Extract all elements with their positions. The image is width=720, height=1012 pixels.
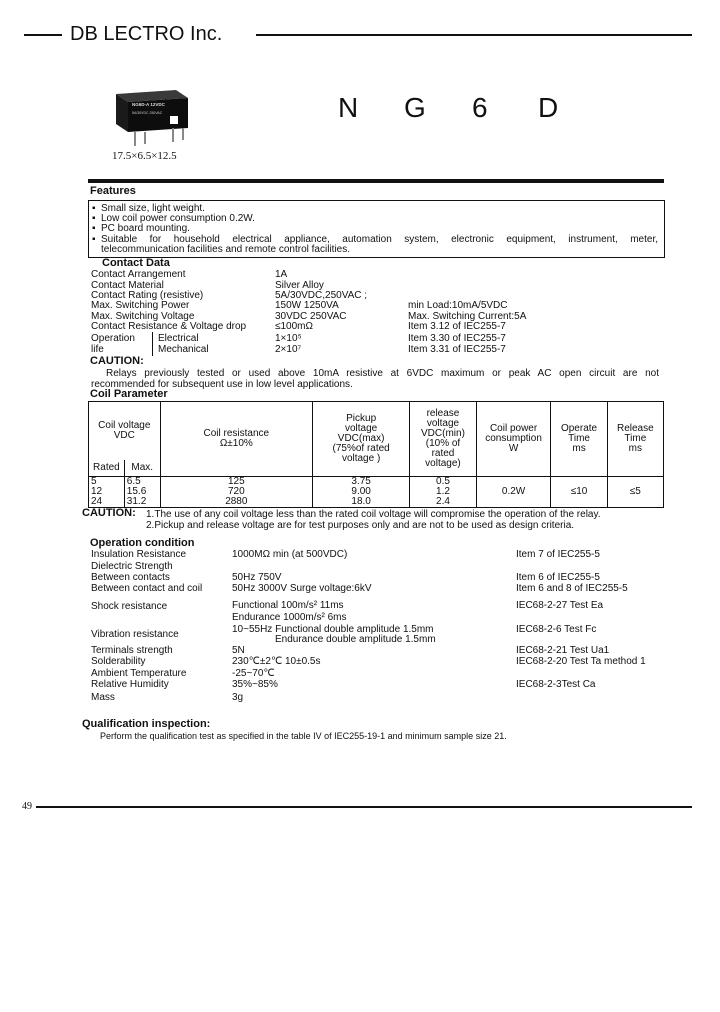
life-electrical-label: Electrical: [158, 333, 199, 344]
operation-reference: IEC68-2-27 Test Ea: [516, 600, 604, 611]
life-label-life: life: [91, 344, 104, 355]
coil-rated-cell: 24: [89, 497, 125, 508]
max-header: Max.: [124, 460, 160, 477]
model-letter-3: 6: [472, 92, 488, 123]
operation-label: Solderability: [91, 656, 146, 667]
operation-value: Endurance 1000m/s² 6ms: [232, 612, 347, 623]
operation-reference: Item 7 of IEC255-5: [516, 549, 600, 560]
caution2-line: 1.The use of any coil voltage less than the rated coil voltage will compromise the operation of the relay.: [146, 509, 601, 520]
caution-line: recommended for subsequent use in low level applications.: [91, 379, 353, 390]
features-title: Features: [90, 185, 136, 197]
company-name: DB LECTRO Inc.: [70, 23, 223, 45]
coil-release-cell: 0.5: [410, 477, 477, 488]
contact-extra: Max. Switching Current:5A: [408, 311, 527, 322]
operation-reference: IEC68-2-20 Test Ta method 1: [516, 656, 646, 667]
operate-time-cell: ≤10: [551, 477, 607, 508]
relay-product-image: [112, 88, 192, 148]
header-rule-right: [256, 34, 692, 36]
coil-resistance-cell: 125: [160, 477, 312, 488]
operation-value: 230℃±2℃ 10±0.5s: [232, 656, 321, 667]
product-dimensions: 17.5×6.5×12.5: [112, 150, 177, 162]
coil-resistance-cell: 2880: [160, 497, 312, 508]
model-letter-2: G: [404, 92, 426, 123]
operation-reference: Item 6 of IEC255-5: [516, 572, 600, 583]
coil-pickup-cell: 18.0: [313, 497, 410, 508]
contact-label: Max. Switching Power: [91, 300, 190, 311]
footer-rule: [36, 806, 692, 808]
life-label-operation: Operation: [91, 333, 135, 344]
coil-rated-cell: 5: [89, 477, 125, 488]
contact-value: 1A: [275, 269, 288, 280]
operation-label: Relative Humidity: [91, 679, 169, 690]
coil-rated-cell: 12: [89, 487, 125, 497]
operation-label: Mass: [91, 692, 115, 703]
coil-release-cell: 1.2: [410, 487, 477, 497]
contact-label: Contact Rating (resistive): [91, 290, 204, 301]
feature-item: telecommunication facilities and remote control facilities.: [101, 244, 350, 255]
coil-resistance-cell: 720: [160, 487, 312, 497]
coil-max-cell: 15.6: [124, 487, 160, 497]
coil-title: Coil Parameter: [90, 388, 168, 400]
operation-label: Terminals strength: [91, 645, 173, 656]
coil-pickup-cell: 9.00: [313, 487, 410, 497]
page-number: 49: [22, 801, 32, 812]
relay-label-1: NG6D-A 12VDC: [132, 102, 165, 107]
qualification-text: Perform the qualification test as specified in the table IV of IEC255-19-1 and minimum sample size 21.: [100, 731, 507, 741]
contact-value: ≤100mΩ: [275, 321, 313, 332]
coil-parameter-table: [88, 401, 664, 508]
operation-value: 5N: [232, 645, 245, 656]
operation-value: -25~70℃: [232, 668, 275, 679]
contact-value: 30VDC 250VAC: [275, 311, 347, 322]
release-time-cell: ≤5: [607, 477, 663, 508]
coil-power-cell: 0.2W: [476, 477, 551, 508]
feature-item: Small size, light weight.: [101, 203, 205, 214]
coil-resistance-header: Coil resistance Ω±10%: [160, 402, 312, 477]
operation-value: Endurance double amplitude 1.5mm: [275, 634, 436, 645]
life-electrical-value: 1×10⁵: [275, 333, 302, 344]
coil-pickup-cell: 3.75: [313, 477, 410, 488]
feature-item: PC board mounting.: [101, 223, 190, 234]
contact-value: 150W 1250VA: [275, 300, 339, 311]
contact-value: Silver Alloy: [275, 280, 324, 291]
life-mechanical-value: 2×10⁷: [275, 344, 302, 355]
operation-value: 50Hz 750V: [232, 572, 282, 583]
feature-bullet-4: ▪: [92, 234, 96, 245]
contact-label: Contact Resistance & Voltage drop: [91, 321, 247, 332]
rated-header: Rated: [89, 460, 125, 477]
contact-value: 5A/30VDC,250VAC ;: [275, 290, 368, 301]
life-mechanical-ref: Item 3.31 of IEC255-7: [408, 344, 506, 355]
operation-title: Operation condition: [90, 537, 195, 549]
operation-label: Between contacts: [91, 572, 170, 583]
contact-label: Contact Material: [91, 280, 164, 291]
operation-label: Shock resistance: [91, 601, 168, 612]
feature-bullet-1: ▪: [92, 203, 96, 214]
coil-max-cell: 31.2: [124, 497, 160, 508]
coil-power-header: Coil power consumption W: [476, 402, 551, 477]
relay-label-2: 5A/30VDC 250VAC: [132, 111, 163, 115]
model-letter-4: D: [538, 92, 559, 123]
pickup-voltage-header: Pickup voltage VDC(max) (75%of rated voltage ): [313, 402, 410, 477]
operation-value: 10~55Hz Functional double amplitude 1.5mm: [232, 624, 434, 635]
qualification-title: Qualification inspection:: [82, 718, 211, 730]
contact-extra: min Load:10mA/5VDC: [408, 300, 508, 311]
operation-reference: IEC68-2-3Test Ca: [516, 679, 596, 690]
operation-value: 35%~85%: [232, 679, 278, 690]
operation-label: Dielectric Strength: [91, 561, 173, 572]
operation-value: 1000MΩ min (at 500VDC): [232, 549, 348, 560]
life-electrical-ref: Item 3.30 of IEC255-7: [408, 333, 506, 344]
features-top-rule: [88, 179, 664, 183]
contact-extra: Item 3.12 of IEC255-7: [408, 321, 506, 332]
caution-line: Relays previously tested or used above 10mA resistive at 6VDC maximum or peak AC open circuit are not: [106, 368, 659, 379]
operation-label: Between contact and coil: [91, 583, 203, 594]
operation-value: 50Hz 3000V Surge voltage:6kV: [232, 583, 372, 594]
operation-label: Vibration resistance: [91, 629, 179, 640]
contact-label: Max. Switching Voltage: [91, 311, 195, 322]
model-letter-1: N: [338, 92, 359, 123]
operation-reference: IEC68-2-6 Test Fc: [516, 624, 597, 635]
release-time-header: Release Time ms: [607, 402, 663, 477]
feature-item: Low coil power consumption 0.2W.: [101, 213, 255, 224]
contact-title: Contact Data: [102, 257, 170, 269]
feature-bullet-2: ▪: [92, 213, 96, 224]
operation-value: Functional 100m/s² 11ms: [232, 600, 344, 611]
caution2-title: CAUTION:: [82, 507, 136, 519]
caution-title: CAUTION:: [90, 355, 144, 367]
operation-label: Ambient Temperature: [91, 668, 187, 679]
caution2-line: 2.Pickup and release voltage are for test purposes only and are not to be used as design criteria.: [146, 520, 575, 531]
feature-item: Suitable for household electrical appliance, automation system, electronic equipment, instrument, meter,: [101, 234, 658, 245]
operation-value: 3g: [232, 692, 244, 703]
coil-release-cell: 2.4: [410, 497, 477, 508]
contact-label: Contact Arrangement: [91, 269, 186, 280]
operate-time-header: Operate Time ms: [551, 402, 607, 477]
feature-bullet-3: ▪: [92, 223, 96, 234]
coil-voltage-header: Coil voltage VDC: [89, 402, 161, 460]
header-rule-left: [24, 34, 62, 36]
release-voltage-header: release voltage VDC(min) (10% of rated voltage): [410, 402, 477, 477]
operation-label: Insulation Resistance: [91, 549, 187, 560]
coil-max-cell: 6.5: [124, 477, 160, 488]
life-divider: [152, 332, 153, 356]
operation-reference: Item 6 and 8 of IEC255-5: [516, 583, 628, 594]
operation-reference: IEC68-2-21 Test Ua1: [516, 645, 610, 656]
life-mechanical-label: Mechanical: [158, 344, 209, 355]
